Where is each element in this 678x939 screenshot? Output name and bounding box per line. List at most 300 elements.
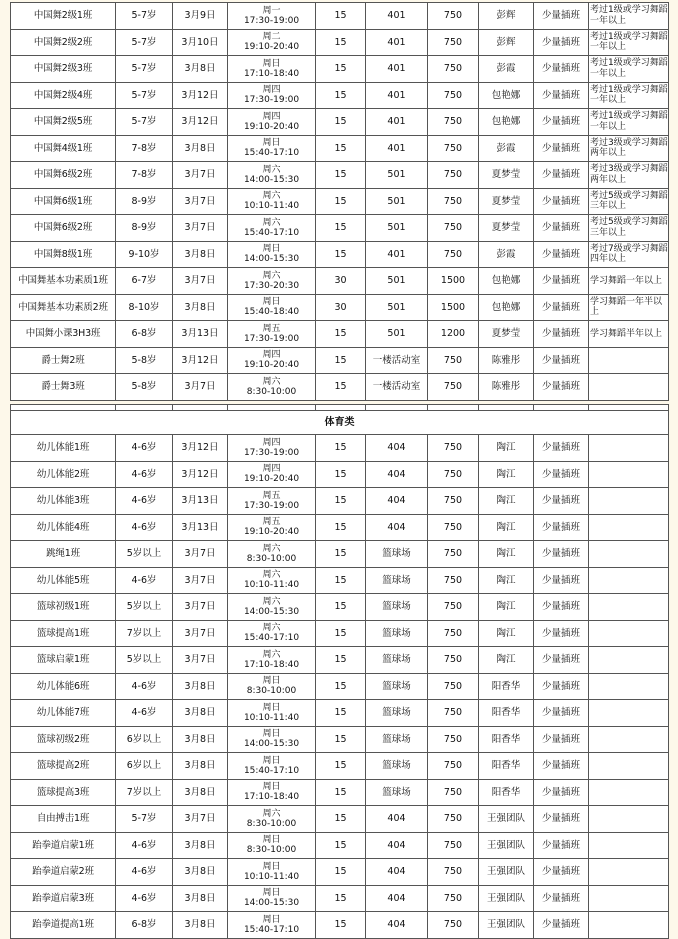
fee-cell: 750 [428, 374, 479, 401]
class-size-cell: 15 [316, 321, 366, 348]
start-date-cell: 3月7日 [173, 188, 228, 215]
schedule-cell [228, 700, 316, 727]
start-date-cell: 3月8日 [173, 859, 228, 886]
weekday-text: 周四 [262, 437, 281, 448]
course-name-cell: 跆拳道启蒙1班 [11, 832, 116, 859]
table-row [11, 294, 669, 321]
class-size-cell: 30 [316, 268, 366, 295]
teacher-cell: 陶江 [479, 435, 534, 462]
class-size-cell: 15 [316, 215, 366, 242]
teacher-cell: 包艳娜 [479, 268, 534, 295]
teacher-cell: 阳香华 [479, 779, 534, 806]
table-row [11, 700, 669, 727]
schedule-cell [228, 347, 316, 374]
start-date-cell: 3月8日 [173, 700, 228, 727]
classroom-cell: 篮球场 [366, 541, 428, 568]
class-size-cell: 15 [316, 673, 366, 700]
teacher-cell: 彭霞 [479, 56, 534, 83]
requirement-cell: 考过7级或学习舞蹈四年以上 [589, 241, 669, 268]
table-row [11, 859, 669, 886]
schedule-cell [228, 374, 316, 401]
weekday-text: 周六 [262, 270, 281, 281]
schedule-cell [228, 912, 316, 939]
schedule-cell [228, 215, 316, 242]
fee-cell: 750 [428, 567, 479, 594]
teacher-cell: 陶江 [479, 514, 534, 541]
weekday-text: 周日 [262, 244, 281, 255]
requirement-cell [589, 726, 669, 753]
fee-cell: 750 [428, 56, 479, 83]
enrollment-status-cell: 少量插班 [534, 567, 589, 594]
teacher-cell: 陶江 [479, 567, 534, 594]
classroom-cell: 401 [366, 29, 428, 56]
teacher-cell: 陈雅彤 [479, 347, 534, 374]
class-size-cell: 15 [316, 832, 366, 859]
class-size-cell: 15 [316, 779, 366, 806]
enrollment-status-cell: 少量插班 [534, 188, 589, 215]
fee-cell: 750 [428, 700, 479, 727]
time-range-text: 14:00-15:30 [243, 606, 300, 617]
fee-cell: 750 [428, 832, 479, 859]
age-cell: 5-7岁 [116, 56, 173, 83]
time-range-text: 8:30-10:00 [246, 386, 297, 397]
teacher-cell: 王强团队 [479, 832, 534, 859]
requirement-cell [589, 673, 669, 700]
enrollment-status-cell: 少量插班 [534, 162, 589, 189]
weekday-text: 周五 [262, 490, 281, 501]
course-name-cell: 幼儿体能3班 [11, 488, 116, 515]
start-date-cell: 3月7日 [173, 647, 228, 674]
classroom-cell: 501 [366, 215, 428, 242]
fee-cell: 750 [428, 753, 479, 780]
requirement-cell: 学习舞蹈半年以上 [589, 321, 669, 348]
enrollment-status-cell: 少量插班 [534, 294, 589, 321]
start-date-cell: 3月7日 [173, 268, 228, 295]
weekday-text: 周四 [262, 350, 281, 361]
requirement-cell [589, 620, 669, 647]
age-cell: 4-6岁 [116, 673, 173, 700]
classroom-cell: 401 [366, 56, 428, 83]
enrollment-status-cell: 少量插班 [534, 514, 589, 541]
time-range-text: 19:10-20:40 [243, 42, 300, 53]
weekday-text: 周日 [262, 676, 281, 687]
classroom-cell: 404 [366, 488, 428, 515]
teacher-cell: 王强团队 [479, 859, 534, 886]
time-range-text: 19:10-20:40 [243, 121, 300, 132]
course-name-cell: 自由搏击1班 [11, 806, 116, 833]
fee-cell: 750 [428, 514, 479, 541]
teacher-cell: 夏梦莹 [479, 162, 534, 189]
classroom-cell: 404 [366, 859, 428, 886]
start-date-cell: 3月12日 [173, 347, 228, 374]
requirement-cell [589, 541, 669, 568]
time-range-text: 8:30-10:00 [246, 818, 297, 829]
time-range-text: 19:10-20:40 [243, 527, 300, 538]
teacher-cell: 夏梦莹 [479, 215, 534, 242]
section-title-sports: 体育类 [11, 411, 669, 435]
age-cell: 7岁以上 [116, 779, 173, 806]
start-date-cell: 3月8日 [173, 779, 228, 806]
classroom-cell: 篮球场 [366, 647, 428, 674]
age-cell: 5-8岁 [116, 374, 173, 401]
enrollment-status-cell: 少量插班 [534, 753, 589, 780]
table-row [11, 832, 669, 859]
class-size-cell: 15 [316, 135, 366, 162]
course-name-cell: 幼儿体能5班 [11, 567, 116, 594]
age-cell: 5-7岁 [116, 806, 173, 833]
start-date-cell: 3月8日 [173, 832, 228, 859]
classroom-cell: 404 [366, 514, 428, 541]
classroom-cell: 篮球场 [366, 567, 428, 594]
class-size-cell: 15 [316, 162, 366, 189]
requirement-cell: 考过5级或学习舞蹈三年以上 [589, 215, 669, 242]
course-name-cell: 幼儿体能7班 [11, 700, 116, 727]
fee-cell: 750 [428, 594, 479, 621]
course-name-cell: 中国舞6级2班 [11, 162, 116, 189]
teacher-cell: 陶江 [479, 620, 534, 647]
course-name-cell: 中国舞2级2班 [11, 29, 116, 56]
class-size-cell: 15 [316, 567, 366, 594]
enrollment-status-cell: 少量插班 [534, 435, 589, 462]
teacher-cell: 王强团队 [479, 885, 534, 912]
requirement-cell [589, 374, 669, 401]
schedule-cell [228, 806, 316, 833]
course-name-cell: 中国舞2级1班 [11, 3, 116, 30]
schedule-cell [228, 188, 316, 215]
course-name-cell: 跆拳道提高1班 [11, 912, 116, 939]
teacher-cell: 彭辉 [479, 29, 534, 56]
classroom-cell: 501 [366, 294, 428, 321]
time-range-text: 8:30-10:00 [246, 686, 297, 697]
schedule-cell [228, 541, 316, 568]
teacher-cell: 彭霞 [479, 241, 534, 268]
enrollment-status-cell: 少量插班 [534, 885, 589, 912]
fee-cell: 750 [428, 779, 479, 806]
age-cell: 4-6岁 [116, 567, 173, 594]
time-range-text: 14:00-15:30 [243, 174, 300, 185]
class-size-cell: 15 [316, 700, 366, 727]
class-size-cell: 15 [316, 109, 366, 136]
start-date-cell: 3月7日 [173, 806, 228, 833]
classroom-cell: 404 [366, 832, 428, 859]
age-cell: 7-8岁 [116, 135, 173, 162]
time-range-text: 17:30-19:00 [243, 15, 300, 26]
start-date-cell: 3月8日 [173, 56, 228, 83]
enrollment-status-cell: 少量插班 [534, 779, 589, 806]
teacher-cell: 陶江 [479, 488, 534, 515]
class-size-cell: 15 [316, 541, 366, 568]
classroom-cell: 篮球场 [366, 779, 428, 806]
classroom-cell: 404 [366, 461, 428, 488]
teacher-cell: 夏梦莹 [479, 321, 534, 348]
start-date-cell: 3月7日 [173, 620, 228, 647]
course-name-cell: 篮球提高3班 [11, 779, 116, 806]
classroom-cell: 一楼活动室 [366, 347, 428, 374]
teacher-cell: 彭辉 [479, 3, 534, 30]
requirement-cell: 考过3级或学习舞蹈两年以上 [589, 162, 669, 189]
enrollment-status-cell: 少量插班 [534, 56, 589, 83]
table-row [11, 215, 669, 242]
start-date-cell: 3月9日 [173, 3, 228, 30]
age-cell: 5岁以上 [116, 541, 173, 568]
classroom-cell: 篮球场 [366, 673, 428, 700]
schedule-cell [228, 753, 316, 780]
schedule-cell [228, 567, 316, 594]
weekday-text: 周二 [262, 32, 281, 43]
start-date-cell: 3月8日 [173, 673, 228, 700]
enrollment-status-cell: 少量插班 [534, 488, 589, 515]
requirement-cell [589, 594, 669, 621]
table-row [11, 3, 669, 30]
age-cell: 5-8岁 [116, 347, 173, 374]
enrollment-status-cell: 少量插班 [534, 700, 589, 727]
age-cell: 4-6岁 [116, 514, 173, 541]
requirement-cell: 考过3级或学习舞蹈两年以上 [589, 135, 669, 162]
weekday-text: 周六 [262, 649, 281, 660]
enrollment-status-cell: 少量插班 [534, 832, 589, 859]
classroom-cell: 401 [366, 241, 428, 268]
time-range-text: 15:40-18:40 [243, 307, 300, 318]
enrollment-status-cell: 少量插班 [534, 241, 589, 268]
requirement-cell: 考过5级或学习舞蹈三年以上 [589, 188, 669, 215]
class-size-cell: 15 [316, 347, 366, 374]
requirement-cell [589, 832, 669, 859]
weekday-text: 周日 [262, 58, 281, 69]
teacher-cell: 陶江 [479, 594, 534, 621]
table-row [11, 753, 669, 780]
schedule-cell [228, 726, 316, 753]
time-range-text: 17:10-18:40 [243, 68, 300, 79]
course-name-cell: 中国舞2级5班 [11, 109, 116, 136]
start-date-cell: 3月13日 [173, 321, 228, 348]
start-date-cell: 3月13日 [173, 488, 228, 515]
course-name-cell: 爵士舞2班 [11, 347, 116, 374]
weekday-text: 周四 [262, 85, 281, 96]
class-size-cell: 15 [316, 29, 366, 56]
age-cell: 5-7岁 [116, 82, 173, 109]
fee-cell: 750 [428, 347, 479, 374]
class-size-cell: 15 [316, 726, 366, 753]
table-row [11, 268, 669, 295]
course-name-cell: 中国舞6级1班 [11, 188, 116, 215]
course-name-cell: 跆拳道启蒙3班 [11, 885, 116, 912]
schedule-cell [228, 268, 316, 295]
time-range-text: 17:10-18:40 [243, 659, 300, 670]
age-cell: 8-10岁 [116, 294, 173, 321]
schedule-cell [228, 594, 316, 621]
schedule-cell [228, 241, 316, 268]
schedule-cell [228, 162, 316, 189]
table-row [11, 435, 669, 462]
fee-cell: 750 [428, 435, 479, 462]
classroom-cell: 401 [366, 3, 428, 30]
teacher-cell: 陶江 [479, 541, 534, 568]
time-range-text: 17:30-19:00 [243, 500, 300, 511]
requirement-cell [589, 700, 669, 727]
course-name-cell: 篮球启蒙1班 [11, 647, 116, 674]
requirement-cell [589, 435, 669, 462]
fee-cell: 750 [428, 859, 479, 886]
time-range-text: 14:00-15:30 [243, 898, 300, 909]
weekday-text: 周日 [262, 138, 281, 149]
weekday-text: 周日 [262, 297, 281, 308]
course-name-cell: 幼儿体能2班 [11, 461, 116, 488]
fee-cell: 1200 [428, 321, 479, 348]
start-date-cell: 3月8日 [173, 753, 228, 780]
table-row [11, 673, 669, 700]
class-size-cell: 15 [316, 594, 366, 621]
course-name-cell: 中国舞2级4班 [11, 82, 116, 109]
fee-cell: 750 [428, 29, 479, 56]
fee-cell: 750 [428, 82, 479, 109]
enrollment-status-cell: 少量插班 [534, 541, 589, 568]
table-row [11, 321, 669, 348]
course-name-cell: 幼儿体能6班 [11, 673, 116, 700]
schedule-cell [228, 647, 316, 674]
time-range-text: 15:40-17:10 [243, 633, 300, 644]
course-name-cell: 爵士舞3班 [11, 374, 116, 401]
fee-cell: 750 [428, 620, 479, 647]
fee-cell: 750 [428, 488, 479, 515]
classroom-cell: 一楼活动室 [366, 374, 428, 401]
start-date-cell: 3月8日 [173, 912, 228, 939]
teacher-cell: 阳香华 [479, 673, 534, 700]
schedule-cell [228, 488, 316, 515]
teacher-cell: 阳香华 [479, 753, 534, 780]
fee-cell: 750 [428, 109, 479, 136]
enrollment-status-cell: 少量插班 [534, 859, 589, 886]
table-row [11, 82, 669, 109]
fee-cell: 1500 [428, 268, 479, 295]
schedule-cell [228, 56, 316, 83]
weekday-text: 周一 [262, 5, 281, 16]
start-date-cell: 3月8日 [173, 241, 228, 268]
table-row [11, 806, 669, 833]
weekday-text: 周日 [262, 861, 281, 872]
weekday-text: 周六 [262, 164, 281, 175]
section-header-row [11, 411, 669, 435]
start-date-cell: 3月7日 [173, 215, 228, 242]
fee-cell: 750 [428, 647, 479, 674]
weekday-text: 周六 [262, 191, 281, 202]
age-cell: 5-7岁 [116, 29, 173, 56]
course-name-cell: 跆拳道启蒙2班 [11, 859, 116, 886]
table-row [11, 188, 669, 215]
classroom-cell: 501 [366, 321, 428, 348]
table-row [11, 374, 669, 401]
age-cell: 4-6岁 [116, 885, 173, 912]
schedule-cell [228, 435, 316, 462]
age-cell: 6岁以上 [116, 753, 173, 780]
requirement-cell [589, 514, 669, 541]
fee-cell: 750 [428, 673, 479, 700]
weekday-text: 周五 [262, 323, 281, 334]
course-name-cell: 中国舞4级1班 [11, 135, 116, 162]
weekday-text: 周日 [262, 782, 281, 793]
table-row [11, 162, 669, 189]
classroom-cell: 501 [366, 162, 428, 189]
course-name-cell: 中国舞8级1班 [11, 241, 116, 268]
table-row [11, 241, 669, 268]
time-range-text: 8:30-10:00 [246, 845, 297, 856]
weekday-text: 周六 [262, 376, 281, 387]
fee-cell: 750 [428, 188, 479, 215]
teacher-cell: 包艳娜 [479, 82, 534, 109]
table-row [11, 647, 669, 674]
age-cell: 8-9岁 [116, 188, 173, 215]
classroom-cell: 篮球场 [366, 700, 428, 727]
requirement-cell [589, 859, 669, 886]
weekday-text: 周六 [262, 596, 281, 607]
weekday-text: 周日 [262, 729, 281, 740]
enrollment-status-cell: 少量插班 [534, 673, 589, 700]
classroom-cell: 404 [366, 885, 428, 912]
start-date-cell: 3月12日 [173, 461, 228, 488]
requirement-cell: 考过1级或学习舞蹈一年以上 [589, 82, 669, 109]
class-size-cell: 15 [316, 753, 366, 780]
table-row [11, 620, 669, 647]
course-name-cell: 篮球初级1班 [11, 594, 116, 621]
table-row [11, 135, 669, 162]
class-size-cell: 15 [316, 56, 366, 83]
weekday-text: 周日 [262, 755, 281, 766]
fee-cell: 1500 [428, 294, 479, 321]
age-cell: 6岁以上 [116, 726, 173, 753]
fee-cell: 750 [428, 162, 479, 189]
weekday-text: 周六 [262, 543, 281, 554]
time-range-text: 17:10-18:40 [243, 792, 300, 803]
course-name-cell: 篮球提高1班 [11, 620, 116, 647]
requirement-cell [589, 347, 669, 374]
weekday-text: 周六 [262, 623, 281, 634]
course-name-cell: 中国舞6级2班 [11, 215, 116, 242]
requirement-cell [589, 912, 669, 939]
requirement-cell: 学习舞蹈一年以上 [589, 268, 669, 295]
start-date-cell: 3月8日 [173, 135, 228, 162]
fee-cell: 750 [428, 3, 479, 30]
start-date-cell: 3月12日 [173, 435, 228, 462]
requirement-cell [589, 488, 669, 515]
schedule-cell [228, 779, 316, 806]
enrollment-status-cell: 少量插班 [534, 135, 589, 162]
enrollment-status-cell: 少量插班 [534, 620, 589, 647]
time-range-text: 8:30-10:00 [246, 553, 297, 564]
schedule-cell [228, 673, 316, 700]
table-row [11, 567, 669, 594]
schedule-cell [228, 109, 316, 136]
course-name-cell: 幼儿体能4班 [11, 514, 116, 541]
table-row [11, 461, 669, 488]
enrollment-status-cell: 少量插班 [534, 82, 589, 109]
class-size-cell: 15 [316, 188, 366, 215]
classroom-cell: 篮球场 [366, 594, 428, 621]
enrollment-status-cell: 少量插班 [534, 594, 589, 621]
age-cell: 4-6岁 [116, 859, 173, 886]
teacher-cell: 包艳娜 [479, 294, 534, 321]
weekday-text: 周六 [262, 570, 281, 581]
start-date-cell: 3月7日 [173, 567, 228, 594]
time-range-text: 10:10-11:40 [243, 871, 300, 882]
enrollment-status-cell: 少量插班 [534, 321, 589, 348]
table-row [11, 514, 669, 541]
time-range-text: 17:30-20:30 [243, 280, 300, 291]
class-size-cell: 15 [316, 3, 366, 30]
schedule-cell [228, 135, 316, 162]
age-cell: 8-9岁 [116, 215, 173, 242]
teacher-cell: 王强团队 [479, 806, 534, 833]
teacher-cell: 陶江 [479, 647, 534, 674]
course-name-cell: 幼儿体能1班 [11, 435, 116, 462]
